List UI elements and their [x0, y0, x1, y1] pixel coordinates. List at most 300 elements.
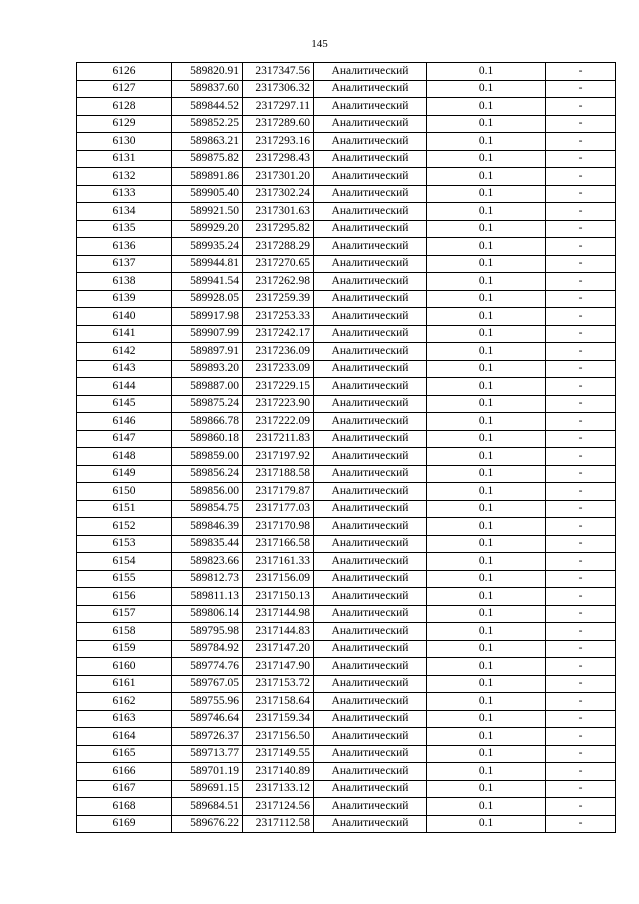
method-cell: Аналитический — [314, 535, 427, 553]
x-coordinate-cell: 589684.51 — [172, 798, 243, 816]
y-coordinate-cell: 2317301.63 — [243, 203, 314, 221]
y-coordinate-cell: 2317223.90 — [243, 395, 314, 413]
table-row — [77, 255, 616, 273]
note-cell: - — [546, 343, 616, 361]
point-number-cell: 6130 — [77, 133, 172, 151]
x-coordinate-cell: 589746.64 — [172, 710, 243, 728]
y-coordinate-cell: 2317177.03 — [243, 500, 314, 518]
method-cell: Аналитический — [314, 623, 427, 641]
table-row — [77, 395, 616, 413]
y-coordinate-cell: 2317166.58 — [243, 535, 314, 553]
method-cell: Аналитический — [314, 80, 427, 98]
y-coordinate-cell: 2317236.09 — [243, 343, 314, 361]
y-coordinate-cell: 2317222.09 — [243, 413, 314, 431]
point-number-cell: 6167 — [77, 780, 172, 798]
x-coordinate-cell: 589907.99 — [172, 325, 243, 343]
method-cell: Аналитический — [314, 745, 427, 763]
method-cell: Аналитический — [314, 483, 427, 501]
accuracy-cell: 0.1 — [427, 570, 546, 588]
y-coordinate-cell: 2317170.98 — [243, 518, 314, 536]
point-number-cell: 6146 — [77, 413, 172, 431]
y-coordinate-cell: 2317289.60 — [243, 115, 314, 133]
x-coordinate-cell: 589811.13 — [172, 588, 243, 606]
y-coordinate-cell: 2317150.13 — [243, 588, 314, 606]
x-coordinate-cell: 589897.91 — [172, 343, 243, 361]
note-cell: - — [546, 588, 616, 606]
point-number-cell: 6155 — [77, 570, 172, 588]
method-cell: Аналитический — [314, 133, 427, 151]
point-number-cell: 6135 — [77, 220, 172, 238]
table-row — [77, 133, 616, 151]
x-coordinate-cell: 589917.98 — [172, 308, 243, 326]
x-coordinate-cell: 589852.25 — [172, 115, 243, 133]
accuracy-cell: 0.1 — [427, 483, 546, 501]
x-coordinate-cell: 589844.52 — [172, 98, 243, 116]
y-coordinate-cell: 2317211.83 — [243, 430, 314, 448]
note-cell: - — [546, 745, 616, 763]
note-cell: - — [546, 168, 616, 186]
x-coordinate-cell: 589866.78 — [172, 413, 243, 431]
table-row — [77, 465, 616, 483]
x-coordinate-cell: 589921.50 — [172, 203, 243, 221]
point-number-cell: 6133 — [77, 185, 172, 203]
accuracy-cell: 0.1 — [427, 780, 546, 798]
table-row — [77, 203, 616, 221]
accuracy-cell: 0.1 — [427, 185, 546, 203]
x-coordinate-cell: 589691.15 — [172, 780, 243, 798]
method-cell: Аналитический — [314, 693, 427, 711]
accuracy-cell: 0.1 — [427, 465, 546, 483]
accuracy-cell: 0.1 — [427, 98, 546, 116]
note-cell: - — [546, 308, 616, 326]
x-coordinate-cell: 589795.98 — [172, 623, 243, 641]
accuracy-cell: 0.1 — [427, 658, 546, 676]
point-number-cell: 6164 — [77, 728, 172, 746]
x-coordinate-cell: 589835.44 — [172, 535, 243, 553]
x-coordinate-cell: 589928.05 — [172, 290, 243, 308]
table-row — [77, 640, 616, 658]
note-cell: - — [546, 98, 616, 116]
table-row — [77, 535, 616, 553]
accuracy-cell: 0.1 — [427, 413, 546, 431]
accuracy-cell: 0.1 — [427, 343, 546, 361]
point-number-cell: 6169 — [77, 815, 172, 833]
table-row — [77, 378, 616, 396]
method-cell: Аналитический — [314, 728, 427, 746]
point-number-cell: 6156 — [77, 588, 172, 606]
y-coordinate-cell: 2317147.20 — [243, 640, 314, 658]
point-number-cell: 6165 — [77, 745, 172, 763]
note-cell: - — [546, 465, 616, 483]
table-row — [77, 98, 616, 116]
method-cell: Аналитический — [314, 798, 427, 816]
method-cell: Аналитический — [314, 360, 427, 378]
y-coordinate-cell: 2317270.65 — [243, 255, 314, 273]
coordinates-table — [76, 62, 616, 833]
point-number-cell: 6159 — [77, 640, 172, 658]
point-number-cell: 6152 — [77, 518, 172, 536]
point-number-cell: 6139 — [77, 290, 172, 308]
x-coordinate-cell: 589820.91 — [172, 63, 243, 81]
x-coordinate-cell: 589812.73 — [172, 570, 243, 588]
method-cell: Аналитический — [314, 308, 427, 326]
note-cell: - — [546, 553, 616, 571]
point-number-cell: 6144 — [77, 378, 172, 396]
note-cell: - — [546, 693, 616, 711]
note-cell: - — [546, 640, 616, 658]
y-coordinate-cell: 2317295.82 — [243, 220, 314, 238]
x-coordinate-cell: 589863.21 — [172, 133, 243, 151]
accuracy-cell: 0.1 — [427, 763, 546, 781]
table-row — [77, 413, 616, 431]
note-cell: - — [546, 798, 616, 816]
method-cell: Аналитический — [314, 710, 427, 728]
point-number-cell: 6158 — [77, 623, 172, 641]
x-coordinate-cell: 589726.37 — [172, 728, 243, 746]
table-row — [77, 238, 616, 256]
method-cell: Аналитический — [314, 203, 427, 221]
note-cell: - — [546, 360, 616, 378]
point-number-cell: 6131 — [77, 150, 172, 168]
y-coordinate-cell: 2317288.29 — [243, 238, 314, 256]
x-coordinate-cell: 589837.60 — [172, 80, 243, 98]
accuracy-cell: 0.1 — [427, 640, 546, 658]
y-coordinate-cell: 2317140.89 — [243, 763, 314, 781]
method-cell: Аналитический — [314, 273, 427, 291]
accuracy-cell: 0.1 — [427, 378, 546, 396]
note-cell: - — [546, 728, 616, 746]
y-coordinate-cell: 2317144.83 — [243, 623, 314, 641]
accuracy-cell: 0.1 — [427, 133, 546, 151]
point-number-cell: 6162 — [77, 693, 172, 711]
accuracy-cell: 0.1 — [427, 273, 546, 291]
method-cell: Аналитический — [314, 605, 427, 623]
note-cell: - — [546, 378, 616, 396]
accuracy-cell: 0.1 — [427, 745, 546, 763]
accuracy-cell: 0.1 — [427, 728, 546, 746]
y-coordinate-cell: 2317302.24 — [243, 185, 314, 203]
method-cell: Аналитический — [314, 185, 427, 203]
method-cell: Аналитический — [314, 763, 427, 781]
table-row — [77, 168, 616, 186]
accuracy-cell: 0.1 — [427, 308, 546, 326]
x-coordinate-cell: 589887.00 — [172, 378, 243, 396]
point-number-cell: 6168 — [77, 798, 172, 816]
point-number-cell: 6126 — [77, 63, 172, 81]
note-cell: - — [546, 325, 616, 343]
note-cell: - — [546, 413, 616, 431]
method-cell: Аналитический — [314, 325, 427, 343]
x-coordinate-cell: 589784.92 — [172, 640, 243, 658]
method-cell: Аналитический — [314, 780, 427, 798]
accuracy-cell: 0.1 — [427, 448, 546, 466]
point-number-cell: 6138 — [77, 273, 172, 291]
coordinates-table-body — [77, 63, 616, 833]
point-number-cell: 6145 — [77, 395, 172, 413]
table-row — [77, 360, 616, 378]
y-coordinate-cell: 2317147.90 — [243, 658, 314, 676]
y-coordinate-cell: 2317159.34 — [243, 710, 314, 728]
point-number-cell: 6128 — [77, 98, 172, 116]
x-coordinate-cell: 589676.22 — [172, 815, 243, 833]
note-cell: - — [546, 763, 616, 781]
accuracy-cell: 0.1 — [427, 518, 546, 536]
method-cell: Аналитический — [314, 448, 427, 466]
note-cell: - — [546, 63, 616, 81]
table-row — [77, 115, 616, 133]
x-coordinate-cell: 589893.20 — [172, 360, 243, 378]
note-cell: - — [546, 273, 616, 291]
note-cell: - — [546, 815, 616, 833]
point-number-cell: 6132 — [77, 168, 172, 186]
method-cell: Аналитический — [314, 63, 427, 81]
y-coordinate-cell: 2317262.98 — [243, 273, 314, 291]
y-coordinate-cell: 2317161.33 — [243, 553, 314, 571]
table-row — [77, 325, 616, 343]
y-coordinate-cell: 2317306.32 — [243, 80, 314, 98]
accuracy-cell: 0.1 — [427, 500, 546, 518]
table-row — [77, 220, 616, 238]
point-number-cell: 6134 — [77, 203, 172, 221]
note-cell: - — [546, 535, 616, 553]
accuracy-cell: 0.1 — [427, 63, 546, 81]
table-row — [77, 308, 616, 326]
accuracy-cell: 0.1 — [427, 798, 546, 816]
point-number-cell: 6136 — [77, 238, 172, 256]
table-row — [77, 343, 616, 361]
note-cell: - — [546, 448, 616, 466]
x-coordinate-cell: 589774.76 — [172, 658, 243, 676]
accuracy-cell: 0.1 — [427, 675, 546, 693]
accuracy-cell: 0.1 — [427, 395, 546, 413]
accuracy-cell: 0.1 — [427, 290, 546, 308]
y-coordinate-cell: 2317233.09 — [243, 360, 314, 378]
x-coordinate-cell: 589905.40 — [172, 185, 243, 203]
point-number-cell: 6137 — [77, 255, 172, 273]
y-coordinate-cell: 2317253.33 — [243, 308, 314, 326]
table-row — [77, 430, 616, 448]
table-row — [77, 728, 616, 746]
accuracy-cell: 0.1 — [427, 535, 546, 553]
accuracy-cell: 0.1 — [427, 150, 546, 168]
point-number-cell: 6148 — [77, 448, 172, 466]
x-coordinate-cell: 589854.75 — [172, 500, 243, 518]
method-cell: Аналитический — [314, 150, 427, 168]
accuracy-cell: 0.1 — [427, 220, 546, 238]
table-row — [77, 185, 616, 203]
point-number-cell: 6160 — [77, 658, 172, 676]
accuracy-cell: 0.1 — [427, 623, 546, 641]
y-coordinate-cell: 2317112.58 — [243, 815, 314, 833]
note-cell: - — [546, 80, 616, 98]
table-row — [77, 483, 616, 501]
x-coordinate-cell: 589944.81 — [172, 255, 243, 273]
table-row — [77, 710, 616, 728]
y-coordinate-cell: 2317124.56 — [243, 798, 314, 816]
x-coordinate-cell: 589713.77 — [172, 745, 243, 763]
accuracy-cell: 0.1 — [427, 238, 546, 256]
note-cell: - — [546, 150, 616, 168]
point-number-cell: 6149 — [77, 465, 172, 483]
method-cell: Аналитический — [314, 98, 427, 116]
x-coordinate-cell: 589755.96 — [172, 693, 243, 711]
note-cell: - — [546, 220, 616, 238]
x-coordinate-cell: 589891.86 — [172, 168, 243, 186]
method-cell: Аналитический — [314, 675, 427, 693]
table-row — [77, 815, 616, 833]
method-cell: Аналитический — [314, 430, 427, 448]
note-cell: - — [546, 115, 616, 133]
y-coordinate-cell: 2317347.56 — [243, 63, 314, 81]
method-cell: Аналитический — [314, 395, 427, 413]
method-cell: Аналитический — [314, 115, 427, 133]
accuracy-cell: 0.1 — [427, 710, 546, 728]
method-cell: Аналитический — [314, 815, 427, 833]
y-coordinate-cell: 2317242.17 — [243, 325, 314, 343]
note-cell: - — [546, 395, 616, 413]
table-row — [77, 798, 616, 816]
y-coordinate-cell: 2317133.12 — [243, 780, 314, 798]
method-cell: Аналитический — [314, 378, 427, 396]
x-coordinate-cell: 589823.66 — [172, 553, 243, 571]
accuracy-cell: 0.1 — [427, 815, 546, 833]
table-row — [77, 63, 616, 81]
method-cell: Аналитический — [314, 500, 427, 518]
y-coordinate-cell: 2317156.09 — [243, 570, 314, 588]
note-cell: - — [546, 623, 616, 641]
point-number-cell: 6140 — [77, 308, 172, 326]
y-coordinate-cell: 2317158.64 — [243, 693, 314, 711]
method-cell: Аналитический — [314, 553, 427, 571]
point-number-cell: 6127 — [77, 80, 172, 98]
point-number-cell: 6161 — [77, 675, 172, 693]
x-coordinate-cell: 589701.19 — [172, 763, 243, 781]
y-coordinate-cell: 2317188.58 — [243, 465, 314, 483]
note-cell: - — [546, 185, 616, 203]
point-number-cell: 6147 — [77, 430, 172, 448]
note-cell: - — [546, 570, 616, 588]
x-coordinate-cell: 589846.39 — [172, 518, 243, 536]
method-cell: Аналитический — [314, 570, 427, 588]
note-cell: - — [546, 483, 616, 501]
point-number-cell: 6166 — [77, 763, 172, 781]
point-number-cell: 6163 — [77, 710, 172, 728]
point-number-cell: 6150 — [77, 483, 172, 501]
method-cell: Аналитический — [314, 588, 427, 606]
accuracy-cell: 0.1 — [427, 588, 546, 606]
y-coordinate-cell: 2317153.72 — [243, 675, 314, 693]
accuracy-cell: 0.1 — [427, 693, 546, 711]
y-coordinate-cell: 2317298.43 — [243, 150, 314, 168]
table-row — [77, 623, 616, 641]
y-coordinate-cell: 2317259.39 — [243, 290, 314, 308]
point-number-cell: 6154 — [77, 553, 172, 571]
table-row — [77, 290, 616, 308]
note-cell: - — [546, 430, 616, 448]
note-cell: - — [546, 710, 616, 728]
y-coordinate-cell: 2317197.92 — [243, 448, 314, 466]
x-coordinate-cell: 589856.24 — [172, 465, 243, 483]
x-coordinate-cell: 589859.00 — [172, 448, 243, 466]
point-number-cell: 6141 — [77, 325, 172, 343]
accuracy-cell: 0.1 — [427, 605, 546, 623]
method-cell: Аналитический — [314, 238, 427, 256]
table-row — [77, 588, 616, 606]
method-cell: Аналитический — [314, 413, 427, 431]
method-cell: Аналитический — [314, 220, 427, 238]
point-number-cell: 6129 — [77, 115, 172, 133]
note-cell: - — [546, 658, 616, 676]
y-coordinate-cell: 2317179.87 — [243, 483, 314, 501]
table-row — [77, 693, 616, 711]
table-row — [77, 675, 616, 693]
point-number-cell: 6151 — [77, 500, 172, 518]
accuracy-cell: 0.1 — [427, 203, 546, 221]
accuracy-cell: 0.1 — [427, 430, 546, 448]
point-number-cell: 6153 — [77, 535, 172, 553]
method-cell: Аналитический — [314, 465, 427, 483]
table-row — [77, 273, 616, 291]
table-row — [77, 570, 616, 588]
x-coordinate-cell: 589875.82 — [172, 150, 243, 168]
method-cell: Аналитический — [314, 658, 427, 676]
table-row — [77, 763, 616, 781]
table-row — [77, 150, 616, 168]
table-row — [77, 780, 616, 798]
method-cell: Аналитический — [314, 518, 427, 536]
note-cell: - — [546, 238, 616, 256]
accuracy-cell: 0.1 — [427, 255, 546, 273]
accuracy-cell: 0.1 — [427, 168, 546, 186]
method-cell: Аналитический — [314, 640, 427, 658]
y-coordinate-cell: 2317144.98 — [243, 605, 314, 623]
page-number: 145 — [311, 38, 328, 50]
table-row — [77, 605, 616, 623]
point-number-cell: 6143 — [77, 360, 172, 378]
accuracy-cell: 0.1 — [427, 115, 546, 133]
x-coordinate-cell: 589941.54 — [172, 273, 243, 291]
x-coordinate-cell: 589929.20 — [172, 220, 243, 238]
x-coordinate-cell: 589806.14 — [172, 605, 243, 623]
accuracy-cell: 0.1 — [427, 553, 546, 571]
y-coordinate-cell: 2317301.20 — [243, 168, 314, 186]
table-row — [77, 658, 616, 676]
accuracy-cell: 0.1 — [427, 80, 546, 98]
method-cell: Аналитический — [314, 168, 427, 186]
x-coordinate-cell: 589860.18 — [172, 430, 243, 448]
note-cell: - — [546, 518, 616, 536]
method-cell: Аналитический — [314, 290, 427, 308]
y-coordinate-cell: 2317293.16 — [243, 133, 314, 151]
note-cell: - — [546, 255, 616, 273]
x-coordinate-cell: 589875.24 — [172, 395, 243, 413]
note-cell: - — [546, 605, 616, 623]
table-row — [77, 500, 616, 518]
table-row — [77, 518, 616, 536]
table-row — [77, 745, 616, 763]
method-cell: Аналитический — [314, 343, 427, 361]
accuracy-cell: 0.1 — [427, 325, 546, 343]
accuracy-cell: 0.1 — [427, 360, 546, 378]
table-row — [77, 448, 616, 466]
x-coordinate-cell: 589856.00 — [172, 483, 243, 501]
point-number-cell: 6157 — [77, 605, 172, 623]
point-number-cell: 6142 — [77, 343, 172, 361]
note-cell: - — [546, 290, 616, 308]
table-row — [77, 80, 616, 98]
note-cell: - — [546, 500, 616, 518]
y-coordinate-cell: 2317156.50 — [243, 728, 314, 746]
